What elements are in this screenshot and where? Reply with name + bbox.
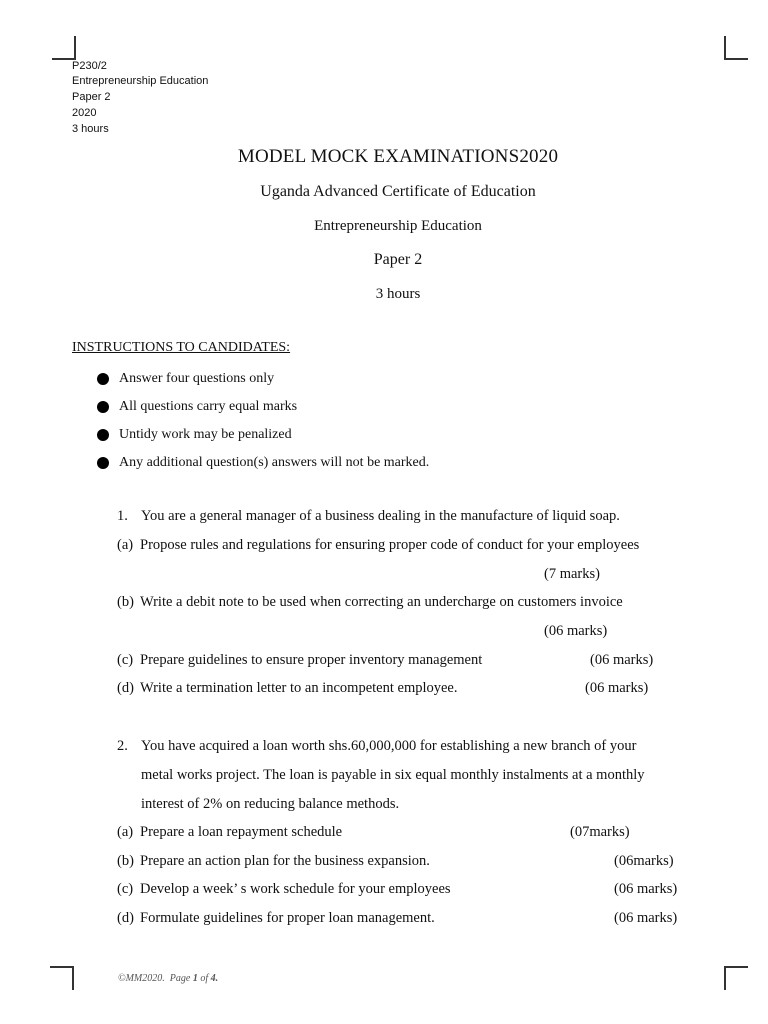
question-2-stem-line: metal works project. The loan is payable in six equal monthly instalments at a monthly [141, 767, 645, 783]
instruction-item [97, 369, 274, 389]
page-footer [118, 973, 218, 984]
question-2-stem-line: interest of 2% on reducing balance methods. [141, 796, 400, 812]
question-2b-label: (b) [117, 853, 134, 869]
question-1d-text: Write a termination letter to an incompetent employee. [140, 680, 458, 696]
question-2b-marks: (06marks) [614, 853, 674, 869]
question-2-number: 2. [117, 738, 128, 754]
header-subject: Entrepreneurship Education [72, 75, 209, 87]
question-1b-label: (b) [117, 594, 134, 610]
instruction-text: Untidy work may be penalized [119, 427, 292, 442]
question-2d-marks: (06 marks) [614, 910, 678, 926]
question-1b-text: Write a debit note to be used when correcting an undercharge on customers invoice [140, 594, 623, 610]
question-1c-marks: (06 marks) [590, 652, 654, 668]
footer-page-number: 1 [192, 973, 198, 984]
header-duration: 3 hours [72, 123, 109, 135]
question-2-stem-line: You have acquired a loan worth shs.60,000,000 for establishing a new branch of your [141, 738, 637, 754]
instruction-item [97, 425, 292, 445]
paper-code: P230/2 [72, 60, 107, 72]
question-2c-label: (c) [117, 881, 134, 897]
bullet-icon [97, 429, 109, 441]
header-paper: Paper 2 [72, 91, 111, 103]
question-2c-marks: (06 marks) [614, 881, 678, 897]
question-1c-text: Prepare guidelines to ensure proper inventory management [140, 652, 483, 668]
question-1-stem: You are a general manager of a business dealing in the manufacture of liquid soap. [141, 508, 620, 524]
instruction-item [97, 453, 429, 473]
subject-title: Entrepreneurship Education [314, 218, 482, 234]
footer-page-label: Page [169, 973, 191, 984]
question-2c-text: Develop a week’ s work schedule for your employees [140, 881, 451, 897]
question-1a-text: Propose rules and regulations for ensuring proper code of conduct for your employees [140, 537, 640, 553]
exam-title: MODEL MOCK EXAMINATIONS2020 [237, 146, 559, 167]
bullet-icon [97, 373, 109, 385]
footer-copyright: ©MM2020. [118, 973, 165, 984]
question-2a-text: Prepare a loan repayment schedule [140, 824, 343, 840]
question-1c-label: (c) [117, 652, 134, 668]
duration-title: 3 hours [375, 286, 421, 302]
instructions-heading: INSTRUCTIONS TO CANDIDATES: [72, 340, 291, 355]
header-year: 2020 [72, 107, 97, 119]
footer-of: of [200, 973, 209, 984]
bullet-icon [97, 401, 109, 413]
crop-mark-bottom-left [50, 966, 74, 990]
footer-page-total: 4. [210, 973, 219, 984]
crop-mark-top-right [724, 36, 748, 60]
question-2d-text: Formulate guidelines for proper loan management. [140, 910, 435, 926]
question-1a-label: (a) [117, 537, 134, 553]
question-2d-label: (d) [117, 910, 134, 926]
bullet-icon [97, 457, 109, 469]
instruction-text: Answer four questions only [119, 371, 275, 386]
certificate-title: Uganda Advanced Certificate of Education [260, 183, 536, 200]
question-1b-marks: (06 marks) [544, 623, 608, 639]
crop-mark-bottom-right [724, 966, 748, 990]
question-2a-label: (a) [117, 824, 134, 840]
question-2a-marks: (07marks) [570, 824, 630, 840]
question-2b-text: Prepare an action plan for the business expansion. [140, 853, 430, 869]
instruction-text: All questions carry equal marks [119, 399, 298, 414]
question-1-number: 1. [117, 508, 128, 524]
paper-title: Paper 2 [373, 251, 423, 268]
question-1d-label: (d) [117, 680, 134, 696]
instruction-item [97, 397, 297, 417]
question-1a-marks: (7 marks) [544, 566, 600, 582]
question-1d-marks: (06 marks) [585, 680, 649, 696]
crop-mark-top-left [52, 36, 76, 60]
instruction-text: Any additional question(s) answers will not be marked. [119, 455, 430, 470]
